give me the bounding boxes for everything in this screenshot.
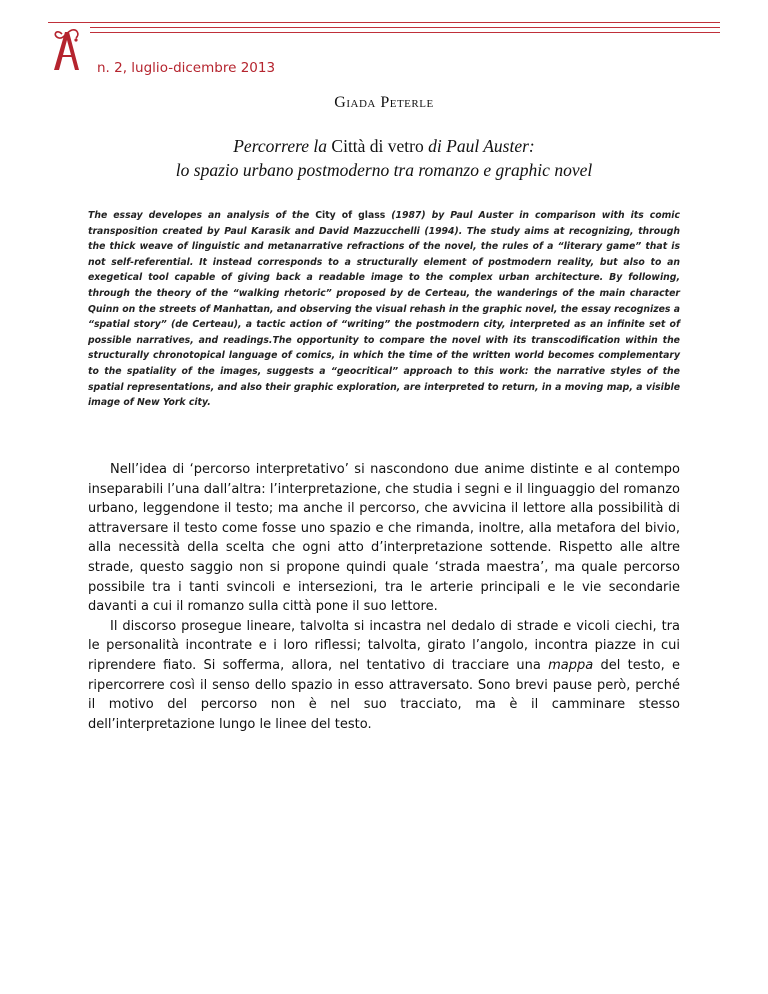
body-text xyxy=(88,460,680,734)
body-emphasis-mappa: mappa xyxy=(548,657,594,673)
title-part-1: Percorrere la xyxy=(233,136,332,156)
abstract-book-title: City of glass xyxy=(315,210,386,221)
abstract-text-1: The essay developes an analysis of the xyxy=(88,210,316,221)
article-author: Giada Peterle xyxy=(334,94,434,111)
body-paragraph-2-text-2: del testo, e ripercorrere così il senso dello spazio in esso attraversato. Sono brevi pause però, perché il motivo del percorso non è nel suo tracciato, ma è il camminare stesso dell’interpretazione lungo le linee del testo. xyxy=(88,657,680,732)
title-part-2: Città di vetro xyxy=(331,136,424,156)
article-title xyxy=(60,134,708,182)
issue-label: n. 2, luglio-dicembre 2013 xyxy=(97,60,276,76)
title-part-3: di Paul Auster: xyxy=(423,136,535,156)
abstract-text-2: (1987) by Paul Auster in comparison with its comic transposition created by Paul Karasik and David Mazzucchelli (1994). The study aims at recognizing, through the thick weave of linguistic and metanarrative refractions of the novel, the rules of a “literary game” that is not self-referential. It instead corresponds to a structurally element of postmodern reality, but also to an exegetical tool capable of giving back a readable image to the complex urban architecture. By following, through the theory of the “walking rhetoric” proposed by de Certeau, the wanderings of the main character Quinn on the streets of Manhattan, and observing the visual rehash in the graphic novel, the essay recognizes a “spatial story” (de Certeau), a tactic action of “writing” the postmodern city, interpreted as an infinite set of possible narratives, and readings.The opportunity to compare the novel with its transcodification within the structurally chronotopical language of comics, in which the time of the written world becomes complementary to the spatiality of the images, suggests a “geocritical” approach to this work: the narrative styles of the spatial representations, and also their graphic exploration, are interpreted to return, in a moving map, a visible image of New York city. xyxy=(88,210,680,409)
body-paragraph-2 xyxy=(88,617,680,735)
title-line-2: lo spazio urbano postmoderno tra romanzo e graphic novel xyxy=(175,160,593,180)
body-paragraph-2-text-1: Il discorso prosegue lineare, talvolta si incastra nel dedalo di strade e vicoli ciechi, tra le personalità incontrate e i loro riflessi; talvolta, girato l’angolo, incontra piazze in cui riprendere fiato. Si sofferma, allora, nel tentativo di tracciare una xyxy=(88,618,680,673)
body-paragraph-1: Nell’idea di ‘percorso interpretativo’ si nascondono due anime distinte e al contempo inseparabili l’una dall’altra: l’interpretazione, che studia i segni e il linguaggio del romanzo urbano, leggendone il testo; ma anche il percorso, che avvicina il lettore alla possibilità di attraversare il testo come fosse uno spazio e che rimanda, inoltre, alla metafora del bivio, alla necessità della scelta che ogni atto d’interpretazione sottende. Rispetto alle altre strade, questo saggio non si propone quindi quale ‘strada maestra’, ma quale percorso possibile tra i tanti svincoli e intersezioni, tra le arterie principali e le vie secondarie davanti a cui il romanzo sulla città pone il suo lettore. xyxy=(88,462,680,615)
header-rule-bottom xyxy=(90,32,720,33)
header-rule-top xyxy=(48,22,720,23)
header-rule-middle xyxy=(90,27,720,28)
abstract xyxy=(88,208,680,411)
title-line-1 xyxy=(60,134,708,158)
journal-logo-A-icon xyxy=(50,26,82,72)
